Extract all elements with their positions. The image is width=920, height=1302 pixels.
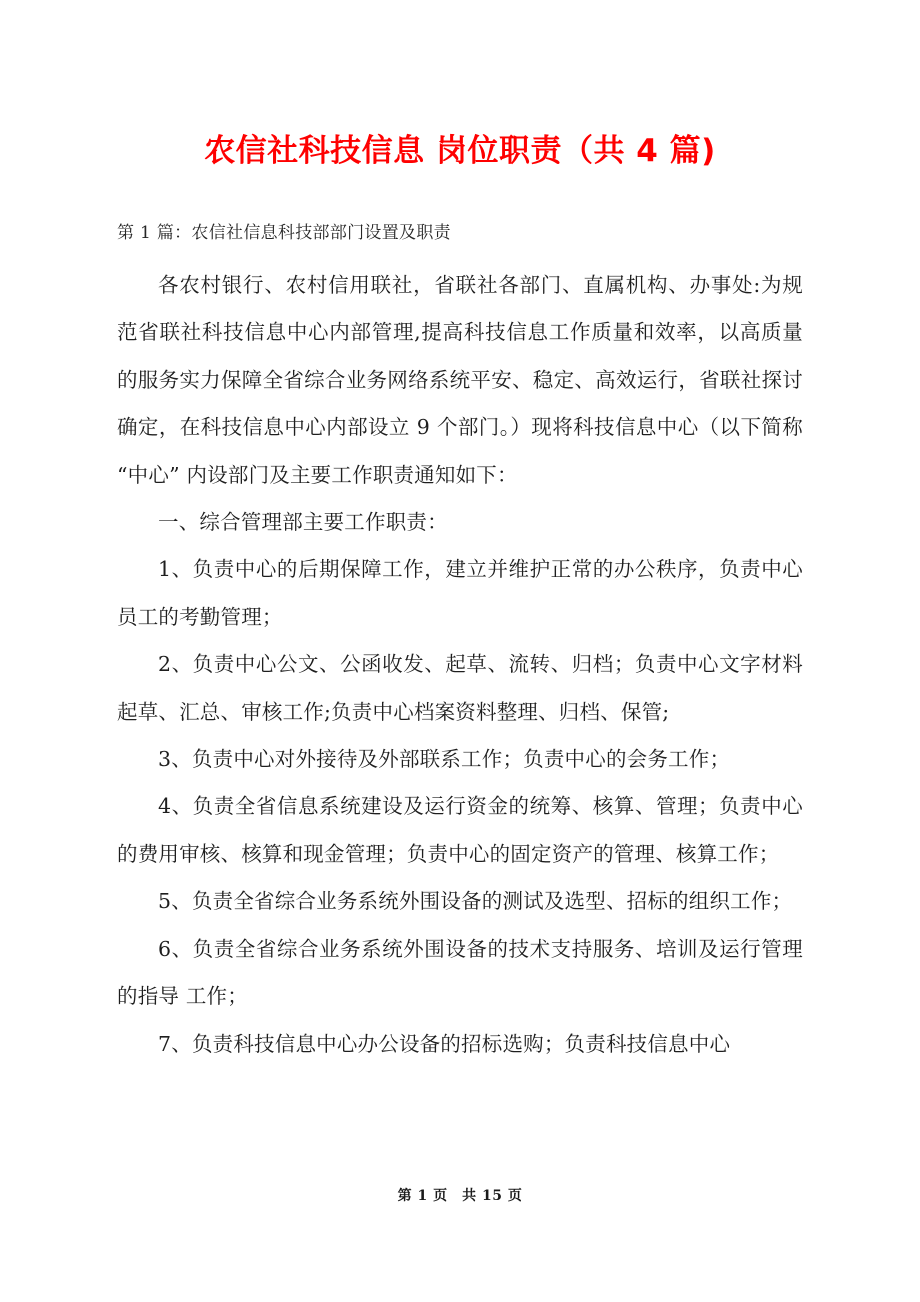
body-paragraph: 4、负责全省信息系统建设及运行资金的统筹、核算、管理；负责中心的费用审核、核算和现金管理；负责中心的固定资产的管理、核算工作； xyxy=(117,794,803,866)
body-paragraph: 1、负责中心的后期保障工作，建立并维护正常的办公秩序，负责中心员工的考勤管理； xyxy=(117,557,803,629)
body-paragraph: 6、负责全省综合业务系统外围设备的技术支持服务、培训及运行管理的指导 工作； xyxy=(117,936,803,1009)
page-title: 农信社科技信息 岗位职责（共 4 篇) xyxy=(204,132,716,169)
body-paragraph: 7、负责科技信息中心办公设备的招标选购；负责科技信息中心 xyxy=(158,1031,731,1056)
page-footer: 第 1 页 共 15 页 xyxy=(397,1188,523,1204)
document-body xyxy=(117,214,803,1068)
body-paragraph: 3、负责中心对外接待及外部联系工作；负责中心的会务工作； xyxy=(158,747,731,772)
body-paragraph: 5、负责全省综合业务系统外围设备的测试及选型、招标的组织工作； xyxy=(158,889,793,914)
body-paragraph: 一、综合管理部主要工作职责： xyxy=(158,510,448,535)
section-label: 第 1 篇：农信社信息科技部部门设置及职责 xyxy=(117,223,451,243)
body-paragraph: 2、负责中心公文、公函收发、起草、流转、归档；负责中心文字材料起草、汇总、审核工作;负责中心档案资料整理、归档、保管; xyxy=(117,652,803,724)
body-paragraph: 各农村银行、农村信用联社，省联社各部门、直属机构、办事处:为规范省联社科技信息中心内部管理,提高科技信息工作质量和效率，以高质量的服务实力保障全省综合业务网络系统平安、稳定、高效运行，省联社探讨确定，在科技信息中心内部设立 9 个部门。）现将科技信息中心（以下简称“中心” 内设部门及主要工作职责通知如下： xyxy=(117,273,803,487)
